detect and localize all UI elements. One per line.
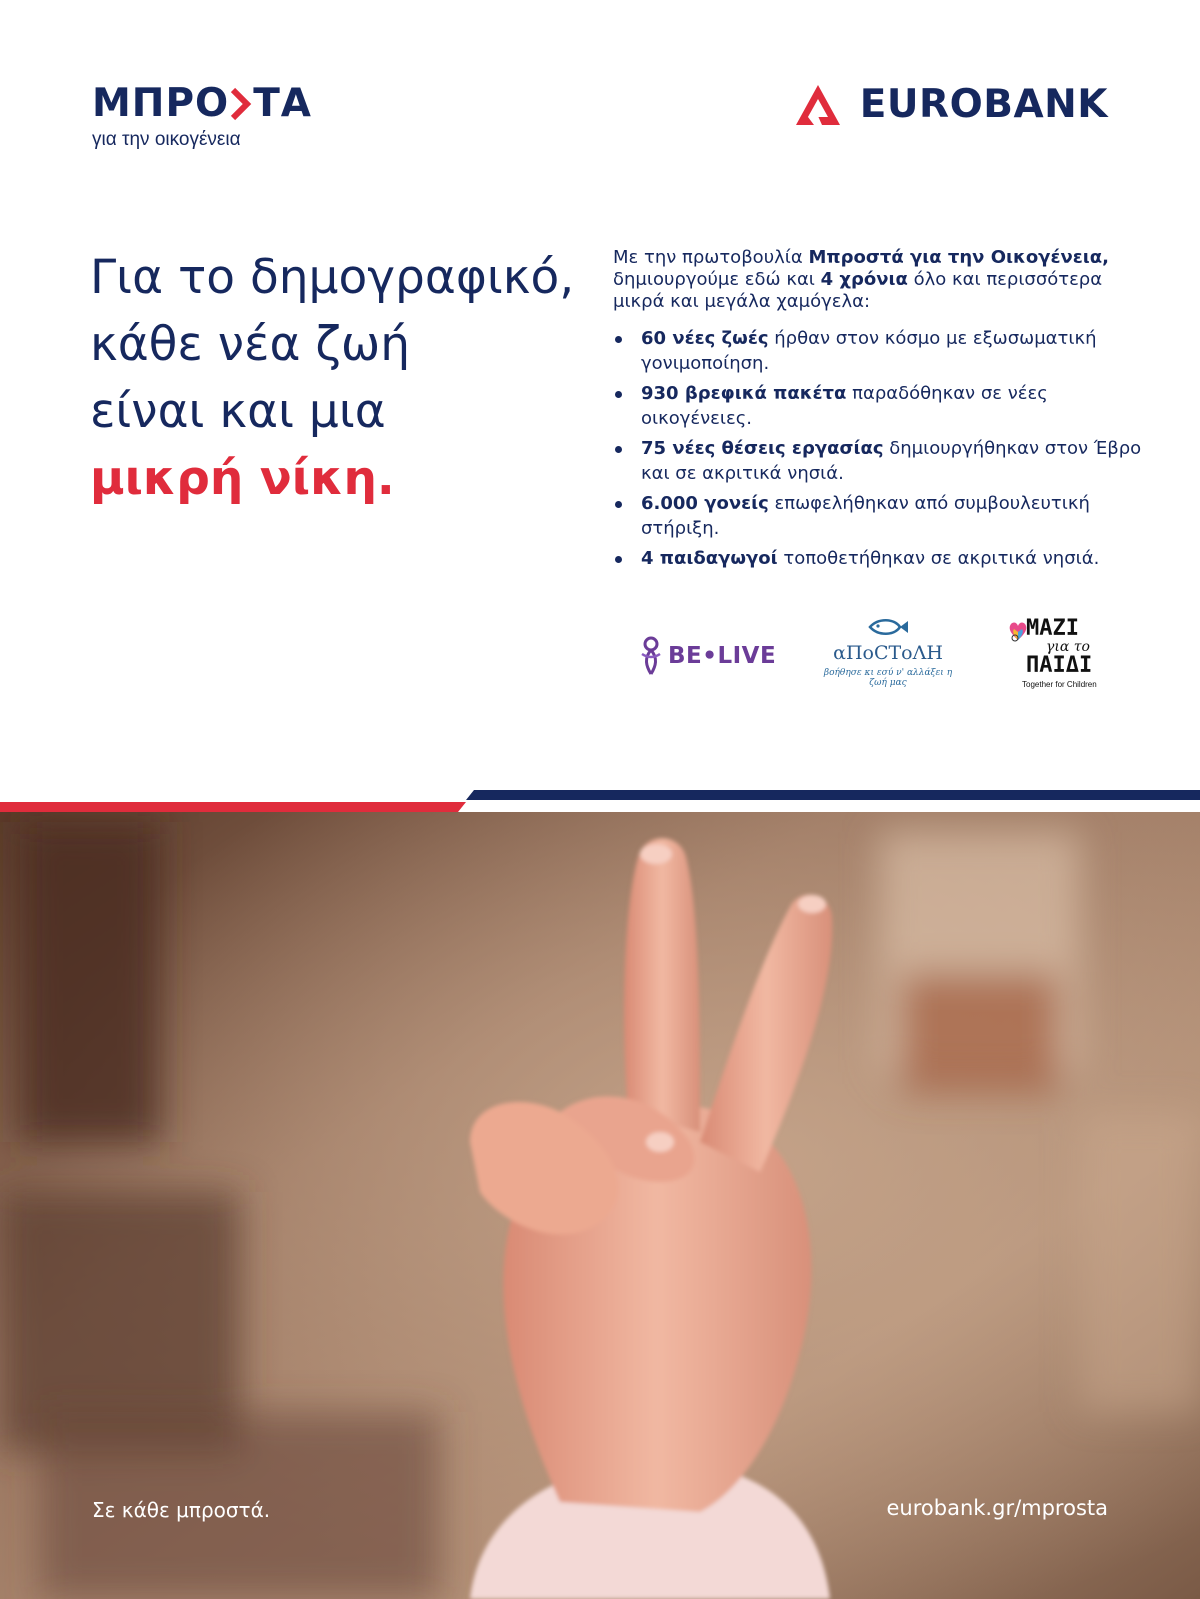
program-brand bbox=[92, 81, 312, 151]
list-item bbox=[613, 436, 1153, 486]
bank-name: EUROBANK bbox=[859, 82, 1108, 127]
partner-logos bbox=[640, 618, 1100, 702]
list-item-bold: 6.000 γονείς bbox=[641, 493, 769, 514]
list-item-text: ήρθαν στον κόσμο με εξωσωματική γονιμοποίηση. bbox=[641, 328, 1097, 374]
program-logo bbox=[92, 81, 312, 126]
list-item-bold: 60 νέες ζωές bbox=[641, 328, 769, 349]
list-item-text: δημιουργήθηκαν στον Έβρο και σε ακριτικά νησιά. bbox=[641, 438, 1142, 484]
divider-stripes bbox=[0, 790, 1200, 814]
intro-bold-1: Μπροστά για την Οικογένεια, bbox=[808, 247, 1109, 268]
campaign-url-link[interactable]: eurobank.gr/mprosta bbox=[886, 1496, 1108, 1520]
apostoli-logo bbox=[818, 618, 958, 688]
bank-brand bbox=[794, 82, 1108, 127]
headline bbox=[90, 244, 574, 512]
baby-hand-photo bbox=[0, 812, 1200, 1599]
achievements-list bbox=[613, 326, 1153, 576]
mazi-logo bbox=[1008, 618, 1104, 689]
chevron-right-icon bbox=[230, 87, 252, 121]
fish-icon bbox=[866, 618, 910, 636]
belive-logo bbox=[640, 636, 776, 676]
headline-line-1: Για το δημογραφικό, bbox=[90, 250, 575, 305]
mazi-line-1: ΜΑΖΙ bbox=[1026, 616, 1079, 641]
intro-text-2: δημιουργούμε εδώ και bbox=[613, 269, 821, 290]
list-item-bold: 930 βρεφικά πακέτα bbox=[641, 383, 847, 404]
list-item bbox=[613, 491, 1153, 541]
list-item bbox=[613, 326, 1153, 376]
list-item-text: τοποθετήθηκαν σε ακριτικά νησιά. bbox=[777, 548, 1100, 569]
mazi-tagline: Together for Children bbox=[1022, 680, 1097, 689]
intro-bold-2: 4 χρόνια bbox=[820, 269, 908, 290]
list-item-bold: 75 νέες θέσεις εργασίας bbox=[641, 438, 884, 459]
heart-icon bbox=[1008, 620, 1028, 642]
apostoli-tagline: βοήθησε κι εσύ ν' αλλάξει η ζωή μας bbox=[823, 668, 953, 688]
intro-text-1: Με την πρωτοβουλία bbox=[613, 247, 809, 268]
list-item-bold: 4 παιδαγωγοί bbox=[641, 548, 778, 569]
program-name-part2: ΤΑ bbox=[253, 81, 312, 126]
mazi-line-3: ΠΑΙΔΙ bbox=[1026, 653, 1093, 678]
list-item-text: παραδόθηκαν σε νέες οικογένειες. bbox=[641, 383, 1048, 429]
intro-paragraph bbox=[613, 247, 1153, 313]
list-item-text: επωφελήθηκαν από συμβουλευτική στήριξη. bbox=[641, 493, 1090, 539]
headline-line-2: κάθε νέα ζωή bbox=[90, 317, 411, 372]
headline-line-3: είναι και μια bbox=[90, 384, 386, 439]
program-name-part1: ΜΠΡΟ bbox=[92, 81, 230, 126]
victory-hand-illustration bbox=[0, 812, 1200, 1599]
ribbon-figure-icon bbox=[640, 636, 662, 676]
mazi-line-2: για το bbox=[1046, 639, 1090, 655]
headline-accent: μικρή νίκη. bbox=[90, 451, 395, 506]
eurobank-triangle-logo-icon bbox=[794, 83, 842, 127]
campaign-slogan: Σε κάθε μπροστά. bbox=[92, 1498, 271, 1522]
list-item bbox=[613, 546, 1153, 571]
list-item bbox=[613, 381, 1153, 431]
belive-name: BE•LIVE bbox=[668, 643, 777, 669]
intro-text-3: όλο και περισσότερα μικρά και μεγάλα χαμόγελα: bbox=[613, 269, 1103, 312]
apostoli-name: αΠοСΤοΛΗ bbox=[833, 642, 943, 664]
program-tagline: για την οικογένεια bbox=[92, 129, 241, 150]
